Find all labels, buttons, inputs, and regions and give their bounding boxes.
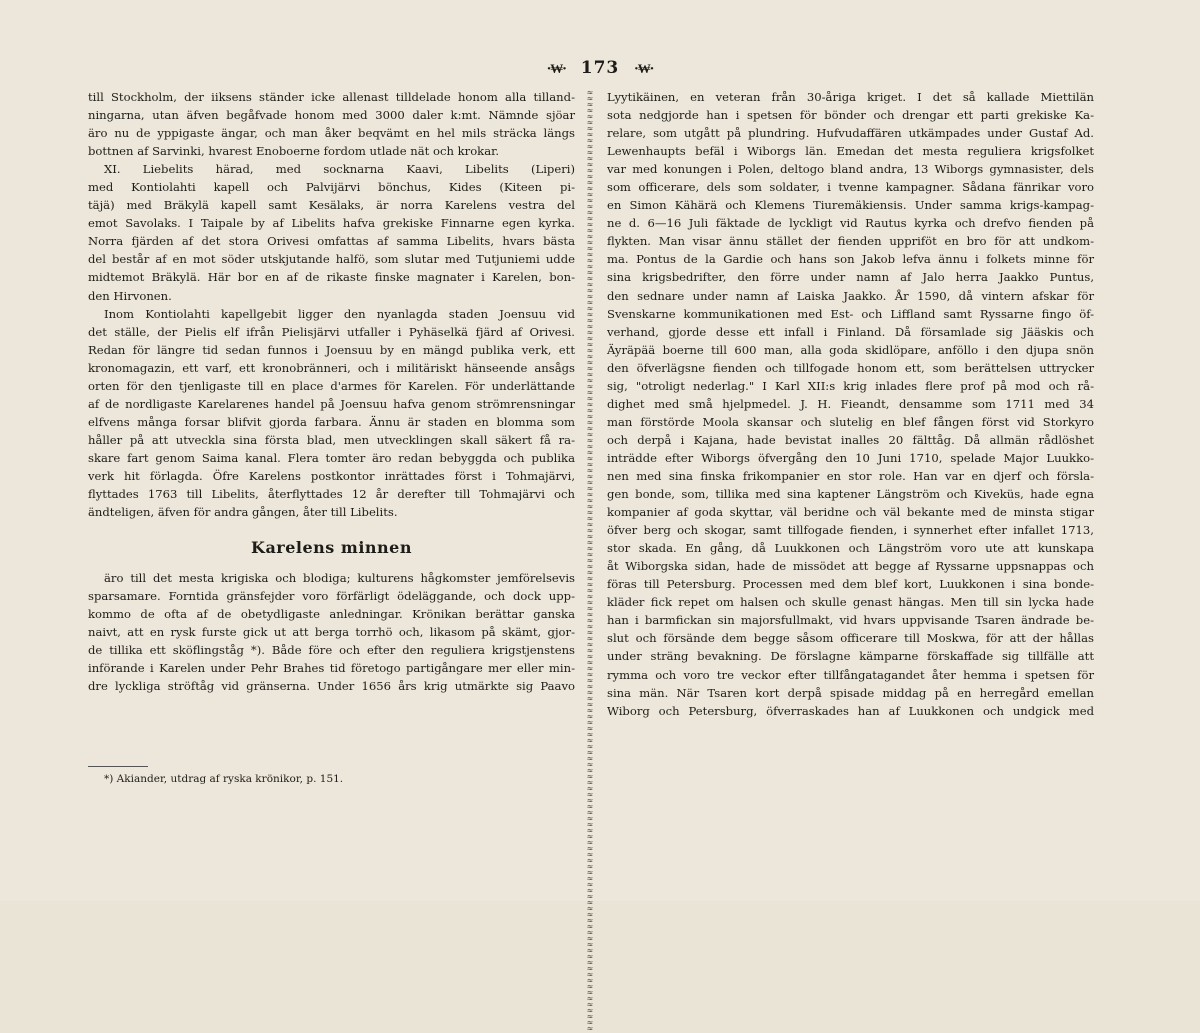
text-line: täjä) med Bräkylä kapell samt Kesälaks, är norra Karelens vestra del (88, 198, 575, 213)
left-column (88, 88, 575, 695)
text-line: en Simon Kähärä och Klemens Tiuremäkiensis. Under samma krigs-kampag- (607, 198, 1094, 213)
right-column-text (607, 88, 1094, 720)
text-line: dre lyckliga ströftåg vid gränserna. Under 1656 års krig utmärkte sig Paavo (88, 679, 575, 694)
text-line: äro nu de yppigaste ängar, och man åker beqvämt en hel mils sträcka längs (88, 126, 575, 141)
text-line: äro till det mesta krigiska och blodiga; kulturens hågkomster jemförelsevis (104, 571, 575, 586)
text-line: flykten. Man visar ännu stället der fienden uppriföt en bro för att undkom- (607, 234, 1094, 249)
text-line: och derpå i Kajana, hade bevistat inalles 20 fälttåg. Då allmän rådlöshet (607, 432, 1094, 447)
text-line: sparsamare. Forntida gränsfejder voro förfärligt ödeläggande, och dock upp- (88, 589, 575, 604)
text-line: rymma och voro tre veckor efter tillfångatagandet åter hemma i spetsen för (607, 667, 1094, 682)
text-line: skare fart genom Saima kanal. Flera tomter äro redan bebyggda och publika (88, 450, 575, 465)
text-line: ändteligen, äfven för andra gången, åter till Libelits. (88, 505, 398, 520)
text-line: under sträng bevakning. De förslagne kämparne förskaffade sig tillfälle att (607, 649, 1094, 664)
text-line: Inom Kontiolahti kapellgebit ligger den nyanlagda staden Joensuu vid (104, 306, 575, 321)
text-line: som officerare, dels som soldater, i tvenne kampagner. Sådana fänrikar voro (607, 180, 1094, 195)
text-line: ningarna, utan äfven begåfvade honom med 3000 daler k:mt. Nämnde sjöar (88, 108, 575, 123)
text-line: XI. Liebelits härad, med socknarna Kaavi, Libelits (Liperi) (104, 162, 575, 177)
text-line: orten för den tjenligaste till en place d'armes för Karelen. För underlättande (88, 378, 575, 393)
text-line: Lewenhaupts befäl i Wiborgs län. Emedan det mesta reguliera krigsfolket (607, 144, 1094, 159)
text-line: stor skada. En gång, då Luukkonen och Längström voro ute att kunskapa (607, 541, 1094, 556)
text-line: den sednare under namn af Laiska Jaakko. År 1590, då vintern afskar för (607, 288, 1094, 303)
text-line: flyttades 1763 till Libelits, återflyttades 12 år derefter till Tohmajärvi och (88, 487, 575, 502)
text-line: Wiborg och Petersburg, öfverraskades han af Luukkonen och undgick med (607, 703, 1094, 718)
left-column-text-b (88, 569, 575, 695)
text-line: dighet med små hjelpmedel. J. H. Fieandt, densamme som 1711 med 34 (607, 396, 1094, 411)
text-line: Norra fjärden af det stora Orivesi omfattas af samma Libelits, hvars bästa (88, 234, 575, 249)
text-line: inträdde efter Wiborgs öfvergång den 10 Juni 1710, spelade Major Luukko- (607, 450, 1094, 465)
page-number: 173 (580, 58, 620, 78)
text-line: kläder fick repet om halsen och skulle genast hängas. Men till sin lycka hade (607, 595, 1094, 610)
text-line: ne d. 6—16 Juli fäktade de lyckligt vid Rautus kyrka och drefvo fienden på (607, 216, 1094, 231)
page-header (500, 58, 700, 78)
text-line: den Hirvonen. (88, 288, 172, 303)
text-line: kommo de ofta af de obetydligaste anledningar. Krönikan berättar ganska (88, 607, 575, 622)
text-line: det ställe, der Pielis elf ifrån Pielisjärvi utfaller i Pyhäselkä fjärd af Orivesi. (88, 324, 575, 339)
text-line: öfver berg och skogar, samt tillfogade fienden, i synnerhet efter infallet 1713, (607, 523, 1094, 538)
header-ornament-left: ·₩· (546, 62, 566, 77)
text-line: slut och försände dem begge såsom officerare till Moskwa, för att der hållas (607, 631, 1094, 646)
text-line: sota nedgjorde han i spetsen för bönder och drengar ett parti grekiske Ka- (607, 108, 1094, 123)
text-line: midtemot Bräkylä. Här bor en af de rikaste finske magnater i Karelen, bon- (88, 270, 575, 285)
text-line: gen bonde, som, tillika med sina kaptener Längström och Kiveküs, hade egna (607, 487, 1094, 502)
text-line: nen med sina finska frikompanier en stor role. Han var en djerf och försla- (607, 468, 1094, 483)
footnote: *) Akiander, utdrag af ryska krönikor, p. 151. (104, 773, 344, 785)
text-line: Äyräpää boerne till 600 man, alla goda skidlöpare, anföllo i den djupa snön (607, 342, 1094, 357)
text-line: föras till Petersburg. Processen med dem blef kort, Luukkonen i sina bonde- (607, 577, 1094, 592)
text-line: kompanier af goda skyttar, väl beridne och väl bekante med de minsta stigar (607, 505, 1094, 520)
text-line: var med konungen i Polen, deltogo bland andra, 13 Wiborgs gymnasister, dels (607, 162, 1094, 177)
text-line: verk hit förlagda. Öfre Karelens postkontor inrättades först i Tohmajärvi, (88, 468, 575, 483)
text-line: åt Wiborgska sidan, hade de missödet att begge af Ryssarne uppsnappas och (607, 559, 1094, 574)
text-line: Svenskarne kommunikationen med Est- och Liffland samt Ryssarne fingo öf- (607, 306, 1094, 321)
text-line: införande i Karelen under Pehr Brahes tid företogo partigångare mer eller min- (88, 661, 575, 676)
footnote-rule (88, 766, 148, 767)
text-line: kronomagazin, ett varf, ett kronobränneri, och i militäriskt hänseende ansågs (88, 360, 575, 375)
text-line: man förstörde Moola skansar och slutelig en blef fången först vid Storkyro (607, 414, 1094, 429)
text-line: med Kontiolahti kapell och Palvijärvi bönchus, Kides (Kiteen pi- (88, 180, 575, 195)
column-divider-ornament: ≈≈≈≈≈≈≈≈≈≈≈≈≈≈≈≈≈≈≈≈≈≈≈≈≈≈≈≈≈≈≈≈≈≈≈≈≈≈≈≈≈≈≈≈≈≈≈≈≈≈≈≈≈≈≈≈≈≈≈≈≈≈≈≈≈≈≈≈≈≈≈≈≈≈≈≈≈≈≈≈≈≈≈≈≈≈≈≈≈≈≈≈≈≈≈≈≈≈≈≈≈≈≈≈≈≈≈≈≈≈≈≈≈≈≈≈≈≈≈≈≈≈≈≈≈≈≈≈≈≈≈≈≈≈≈≈≈≈≈≈≈≈≈≈≈≈≈≈≈≈≈≈≈≈≈≈≈ (586, 88, 594, 1033)
text-line: håller på att utveckla sina första blad, men utvecklingen skall säkert få ra- (88, 432, 575, 447)
right-column (607, 88, 1094, 720)
text-line: bottnen af Sarvinki, hvarest Enoboerne fordom utlade nät och krokar. (88, 144, 500, 159)
header-ornament-right: ·₩· (634, 62, 654, 77)
text-line: ma. Pontus de la Gardie och hans son Jakob lefva ännu i folkets minne för (607, 252, 1094, 267)
left-column-text-a (88, 88, 575, 521)
text-line: del består af en mot söder utskjutande halfö, som slutar med Tutjuniemi udde (88, 252, 575, 267)
text-line: Redan för längre tid sedan funnos i Joensuu by en mängd publika verk, ett (88, 342, 575, 357)
text-line: verhand, gjorde desse ett infall i Finland. Då församlade sig Jääskis och (607, 324, 1094, 339)
text-line: relare, som utgått på plundring. Hufvudaffären utkämpades under Gustaf Ad. (607, 126, 1094, 141)
text-line: elfvens många forsar blifvit gjorda farbara. Ännu är staden en blomma som (88, 414, 575, 429)
text-line: Lyytikäinen, en veteran från 30-åriga kriget. I det så kallade Miettilän (607, 90, 1094, 104)
text-line: sina krigsbedrifter, den förre under namn af Jalo herra Jaakko Puntus, (607, 270, 1094, 285)
text-line: till Stockholm, der iiksens ständer icke allenast tilldelade honom alla tilland- (88, 90, 575, 104)
text-line: sig, "otroligt nederlag." I Karl XII:s krig inlades flere prof på mod och rå- (607, 378, 1094, 393)
text-line: emot Savolaks. I Taipale by af Libelits hafva grekiske Finnarne egen kyrka. (88, 216, 575, 231)
text-line: naivt, att en rysk furste gick ut att berga torrhö och, likasom på skämt, gjor- (88, 625, 575, 640)
text-line: sina män. När Tsaren kort derpå spisade middag på en herregård emellan (607, 685, 1094, 700)
text-line: de tillika ett sköflingståg *). Både före och efter den reguliera krigstjenstens (88, 643, 575, 658)
text-line: af de nordligaste Karelarenes handel på Joensuu hafva genom strömrensningar (88, 396, 575, 411)
text-line: han i barmfickan sin majorsfullmakt, vid hvars uppvisande Tsaren ändrade be- (607, 613, 1094, 628)
text-line: den öfverlägsne fienden och tillfogade honom ett, som berättelsen uttrycker (607, 360, 1094, 375)
section-heading: Karelens minnen (251, 538, 412, 558)
